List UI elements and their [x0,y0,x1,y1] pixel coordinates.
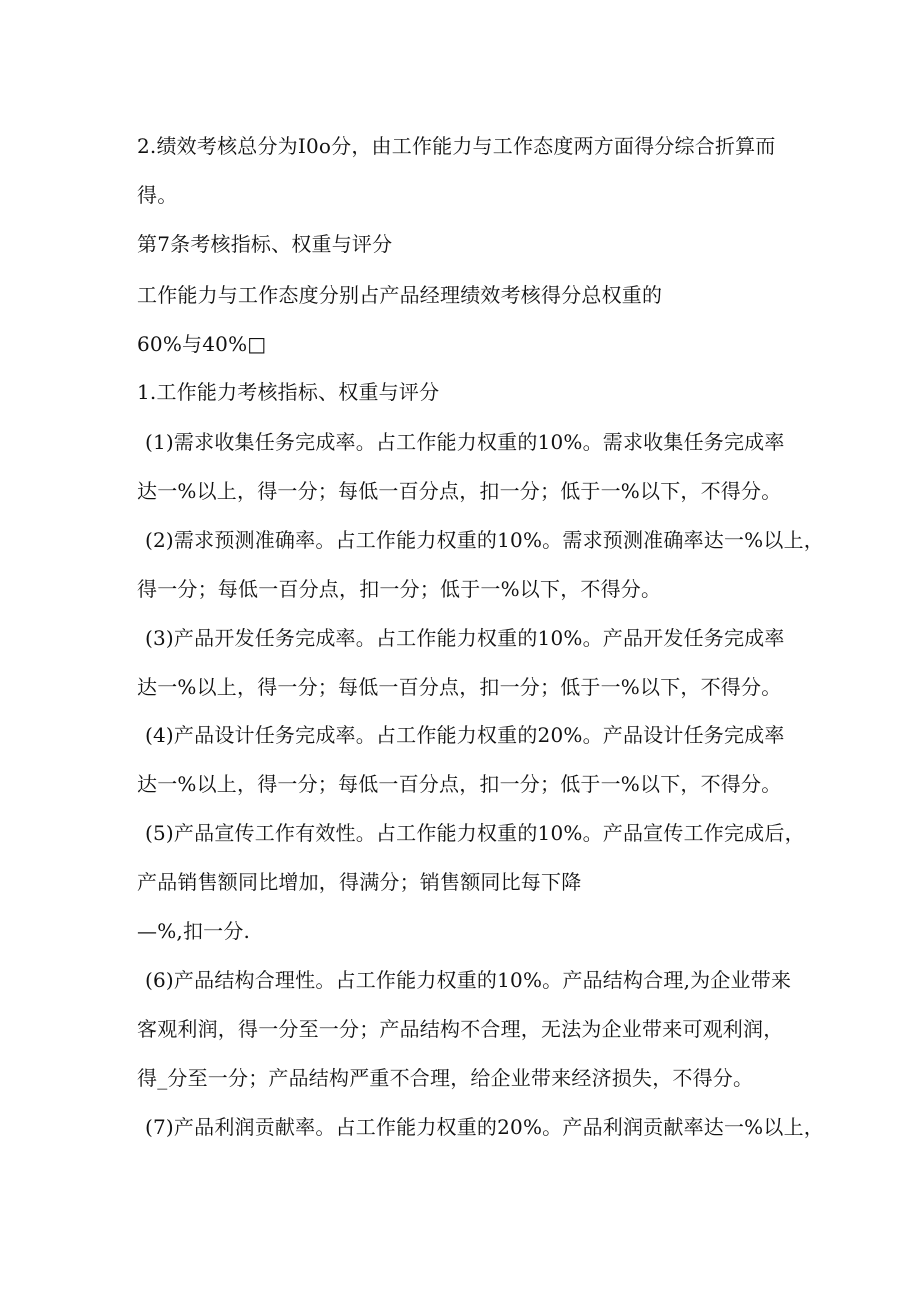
list-item: (7)产品利润贡献率。占工作能力权重的20%。产品利润贡献率达一%以上， [145,1115,824,1139]
article-heading: 第7条考核指标、权重与评分 [137,232,393,256]
list-item-continuation: —%,扣一分. [137,919,251,943]
paragraph-line: 2.绩效考核总分为I0o分，由工作能力与工作态度两方面得分综合折算而 [137,134,776,158]
paragraph-line: 60%与40%□ [137,332,267,356]
list-item: (3)产品开发任务完成率。占工作能力权重的10%。产品开发任务完成率 [145,626,785,650]
list-item-continuation: 达一%以上，得一分；每低一百分点，扣一分；低于一%以下，不得分。 [137,772,782,796]
list-item: (2)需求预测准确率。占工作能力权重的10%。需求预测准确率达一%以上， [145,528,824,552]
paragraph-line: 工作能力与工作态度分别占产品经理绩效考核得分总权重的 [137,283,663,307]
list-item-continuation: 客观利润，得一分至一分；产品结构不合理，无法为企业带来可观利润， [137,1017,784,1041]
list-item-continuation: 得_分至一分；产品结构严重不合理，给企业带来经济损失，不得分。 [137,1066,754,1090]
list-item: (4)产品设计任务完成率。占工作能力权重的20%。产品设计任务完成率 [145,723,785,747]
list-item-continuation: 产品销售额同比增加，得满分；销售额同比每下降 [137,870,582,894]
list-item: (6)产品结构合理性。占工作能力权重的10%。产品结构合理,为企业带来 [145,968,792,992]
list-item-continuation: 达一%以上，得一分；每低一百分点，扣一分；低于一%以下，不得分。 [137,479,782,503]
section-heading: 1.工作能力考核指标、权重与评分 [137,380,440,404]
list-item-continuation: 得一分；每低一百分点，扣一分；低于一%以下，不得分。 [137,577,662,601]
list-item-continuation: 达一%以上，得一分；每低一百分点，扣一分；低于一%以下，不得分。 [137,675,782,699]
list-item: (1)需求收集任务完成率。占工作能力权重的10%。需求收集任务完成率 [145,430,785,454]
paragraph-line: 得。 [137,183,178,207]
list-item: (5)产品宣传工作有效性。占工作能力权重的10%。产品宣传工作完成后， [145,821,805,845]
